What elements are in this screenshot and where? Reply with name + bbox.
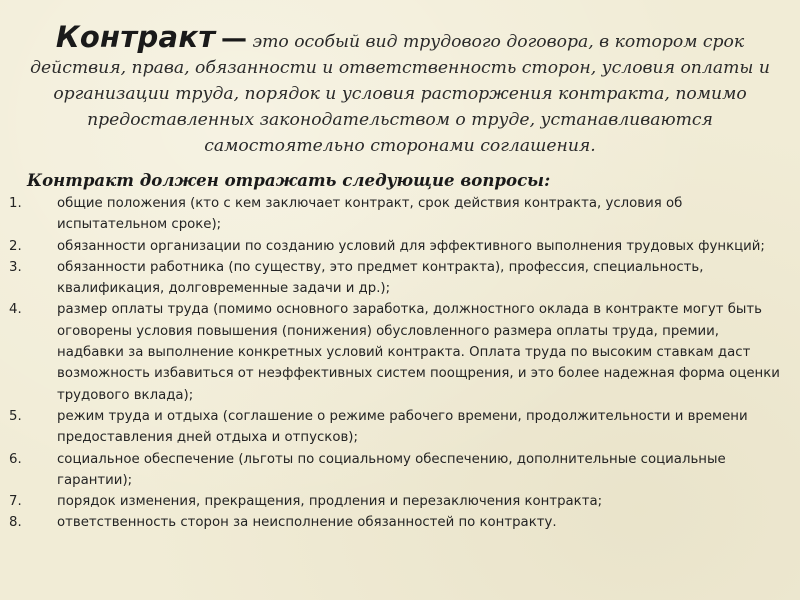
list-item: [0, 491, 790, 512]
definition-dash: —: [221, 24, 247, 54]
list-item: [0, 193, 790, 236]
item-number: 8.: [9, 515, 22, 531]
item-text: режим труда и отдыха (соглашение о режиме рабочего времени, продолжительности и времени предоставления дней отдыха и отпусков);: [57, 408, 748, 446]
item-text: размер оплаты труда (помимо основного заработка, должностного оклада в контракте могут быть оговорены условия повышения (понижения) обусловленного размера оплаты труда, премии, надбавки за выполнение конкретных условий контракта. Оплата труда по высоким ставкам даст возможность избавиться от неэффективных систем поощрения, и это более надежная форма оценки трудового вклада);: [57, 302, 780, 403]
item-number: 5.: [9, 408, 22, 424]
list-item: [0, 299, 790, 405]
item-number: 2.: [9, 238, 22, 254]
item-number: 7.: [9, 494, 22, 510]
item-text: обязанности работника (по существу, это предмет контракта), профессия, специальность, квалификация, долговременные задачи и др.);: [57, 259, 704, 297]
item-text: ответственность сторон за неисполнение обязанностей по контракту.: [57, 515, 557, 531]
contract-definition: [12, 20, 788, 159]
issues-heading: Контракт должен отражать следующие вопросы:: [27, 170, 551, 190]
item-number: 3.: [9, 259, 22, 275]
list-item: [0, 236, 790, 257]
item-text: общие положения (кто с кем заключает контракт, срок действия контракта, условия об испытательном сроке);: [57, 196, 683, 233]
issues-list: [0, 193, 790, 534]
item-text: обязанности организации по созданию условий для эффективного выполнения трудовых функций;: [57, 238, 765, 254]
item-text: порядок изменения, прекращения, продления и перезаключения контракта;: [57, 494, 603, 510]
list-item: [0, 512, 790, 533]
definition-term: Контракт: [55, 20, 216, 54]
list-item: [0, 257, 790, 300]
definition-text: это особый вид трудового договора, в котором срок действия, права, обязанности и ответственность сторон, условия оплаты и организации труда, порядок и условия расторжения контракта, помимо предоставленных законодательством о труде, устанавливаются самостоятельно сторонами соглашения.: [30, 32, 770, 156]
item-number: 1.: [9, 196, 22, 211]
item-text: социальное обеспечение (льготы по социальному обеспечению, дополнительные социальные гарантии);: [57, 451, 726, 488]
list-item: [0, 406, 790, 449]
item-number: 6.: [9, 451, 22, 467]
list-item: [0, 449, 790, 492]
item-number: 4.: [9, 302, 22, 318]
